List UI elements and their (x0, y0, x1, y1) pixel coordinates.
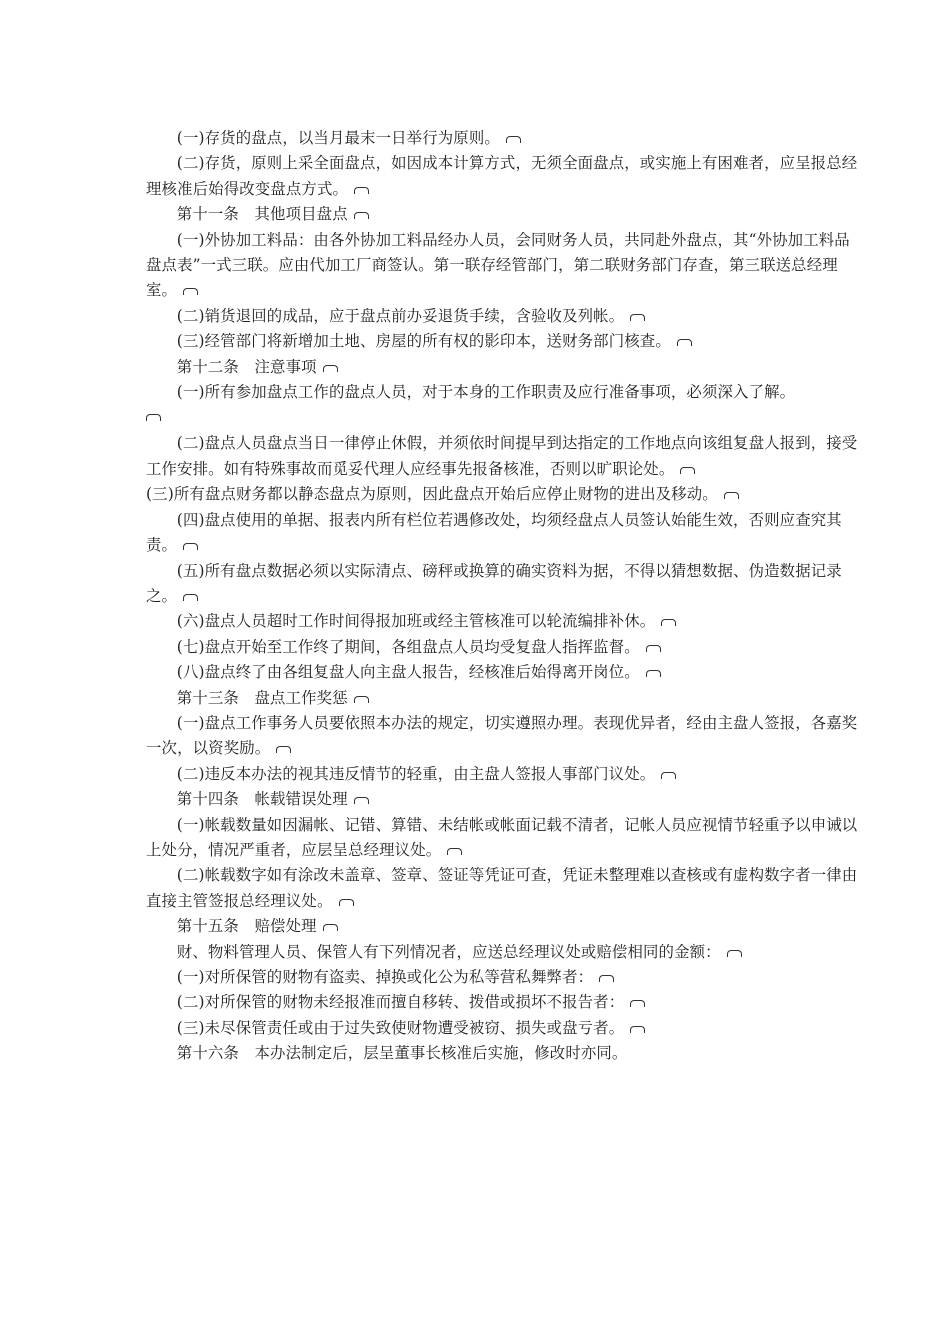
paragraph-mark-icon (354, 212, 369, 219)
paragraph-mark-icon (323, 924, 338, 931)
paragraph-mark-icon (183, 543, 198, 550)
document-body (146, 126, 858, 1067)
paragraph (146, 1016, 858, 1041)
paragraph-mark-icon (183, 288, 198, 295)
paragraph-mark-icon (323, 365, 338, 372)
paragraph-text: (一)帐载数量如因漏帐、记错、算错、未结帐或帐面记载不清者，记帐人员应视情节轻重予以申诫以上处分，情况严重者，应层呈总经理议处。 (146, 815, 858, 859)
paragraph (146, 660, 858, 685)
paragraph-text: (三)未尽保管责任或由于过失致使财物遭受被窃、损失或盘亏者。 (176, 1018, 625, 1037)
paragraph (146, 1041, 858, 1066)
paragraph (146, 762, 858, 787)
paragraph-mark-icon (506, 136, 521, 143)
paragraph (146, 559, 858, 610)
paragraph (146, 380, 858, 421)
paragraph-text: 第十五条 赔偿处理 (176, 917, 317, 936)
paragraph (146, 686, 858, 711)
paragraph-text: (二)对所保管的财物未经报准而擅自移转、拨借或损坏不报告者： (176, 993, 625, 1012)
paragraph (146, 863, 858, 914)
paragraph-text: (二)存货，原则上采全面盘点，如因成本计算方式，无须全面盘点，或实施上有困难者，应呈报总经理核准后始得改变盘点方式。 (146, 154, 858, 198)
paragraph-mark-icon (727, 950, 742, 957)
paragraph (146, 431, 858, 482)
paragraph-mark-icon (630, 1026, 645, 1033)
paragraph (146, 151, 858, 202)
paragraph-text: (三)所有盘点财务都以静态盘点为原则，因此盘点开始后应停止财物的进出及移动。 (146, 485, 718, 504)
paragraph-mark-icon (339, 899, 354, 906)
paragraph (146, 126, 858, 151)
paragraph-mark-icon (646, 670, 661, 677)
paragraph-text: (一)盘点工作事务人员要依照本办法的规定，切实遵照办理。表现优异者，经由主盘人签报，各嘉奖一次，以资奖励。 (146, 713, 858, 758)
paragraph (146, 228, 858, 304)
paragraph-mark-icon (276, 746, 291, 753)
paragraph-mark-icon (146, 414, 161, 421)
paragraph-mark-icon (661, 619, 676, 626)
paragraph-mark-icon (646, 645, 661, 652)
paragraph-text: (一)对所保管的财物有盗卖、掉换或化公为私等营私舞弊者： (176, 968, 594, 986)
paragraph-mark-icon (354, 187, 369, 194)
paragraph-mark-icon (354, 797, 369, 804)
paragraph (146, 635, 858, 660)
paragraph-mark-icon (677, 339, 692, 346)
paragraph-text: (四)盘点使用的单据、报表内所有栏位若遇修改处，均须经盘点人员签认始能生效，否则应查究其责。 (146, 510, 842, 555)
paragraph-text: (六)盘点人员超时工作时间得报加班或经主管核准可以轮流编排补休。 (176, 612, 656, 631)
paragraph-mark-icon (447, 848, 462, 855)
paragraph (146, 609, 858, 634)
paragraph-text: (一)所有参加盘点工作的盘点人员，对于本身的工作职责及应行准备事项，必须深入了解。 (176, 383, 796, 402)
paragraph (146, 914, 858, 939)
paragraph-text: (五)所有盘点数据必须以实际清点、磅秤或换算的确实资料为据，不得以猜想数据、伪造数据记录之。 (146, 561, 842, 605)
paragraph-text: (三)经管部门将新增加土地、房屋的所有权的影印本，送财务部门核查。 (176, 332, 671, 351)
paragraph (146, 787, 858, 812)
paragraph-text: (二)帐载数字如有涂改未盖章、签章、签证等凭证可查，凭证未整理难以查核或有虚构数字者一律由直接主管签报总经理议处。 (146, 866, 858, 910)
paragraph (146, 355, 858, 380)
paragraph-mark-icon (680, 467, 695, 474)
paragraph (146, 813, 858, 864)
paragraph-mark-icon (599, 975, 614, 982)
paragraph-text: (七)盘点开始至工作终了期间，各组盘点人员均受复盘人指挥监督。 (176, 637, 640, 656)
paragraph-text: 第十一条 其他项目盘点 (176, 205, 348, 224)
paragraph (146, 482, 858, 507)
paragraph-text: (二)销货退回的成品，应于盘点前办妥退货手续，含验收及列帐。 (176, 306, 625, 325)
paragraph (146, 711, 858, 762)
paragraph-text: (二)违反本办法的视其违反情节的轻重，由主盘人签报人事部门议处。 (176, 764, 656, 783)
paragraph-text: (二)盘点人员盘点当日一律停止休假，并须依时间提早到达指定的工作地点向该组复盘人报到，接受工作安排。如有特殊事故而觅妥代理人应经事先报备核准，否则以旷职论处。 (146, 434, 858, 478)
paragraph (146, 990, 858, 1015)
paragraph-text: 财、物料管理人员、保管人有下列情况者，应送总经理议处或赔偿相同的金额： (176, 942, 721, 961)
paragraph-mark-icon (183, 594, 198, 601)
paragraph (146, 202, 858, 227)
paragraph (146, 965, 858, 990)
paragraph-mark-icon (630, 1000, 645, 1007)
paragraph-text: 第十六条 本办法制定后，层呈董事长核准后实施，修改时亦同。 (176, 1044, 628, 1063)
paragraph (146, 329, 858, 354)
paragraph-text: 第十二条 注意事项 (176, 357, 317, 376)
paragraph (146, 508, 858, 559)
paragraph-text: 第十三条 盘点工作奖惩 (176, 688, 348, 707)
paragraph-mark-icon (630, 314, 645, 321)
paragraph-text: (八)盘点终了由各组复盘人向主盘人报告，经核准后始得离开岗位。 (176, 663, 640, 682)
paragraph-text: (一)存货的盘点，以当月最末一日举行为原则。 (176, 129, 500, 147)
paragraph-mark-icon (724, 492, 739, 499)
paragraph-mark-icon (661, 772, 676, 779)
paragraph (146, 940, 858, 965)
paragraph (146, 304, 858, 329)
paragraph-text: 第十四条 帐载错误处理 (176, 790, 348, 809)
paragraph-text: (一)外协加工料品：由各外协加工料品经办人员，会同财务人员，共同赴外盘点，其“外协加工料品盘点表”一式三联。应由代加工厂商签认。第一联存经管部门，第二联财务部门存查，第三联送总经理室。 (146, 230, 850, 300)
paragraph-mark-icon (354, 696, 369, 703)
